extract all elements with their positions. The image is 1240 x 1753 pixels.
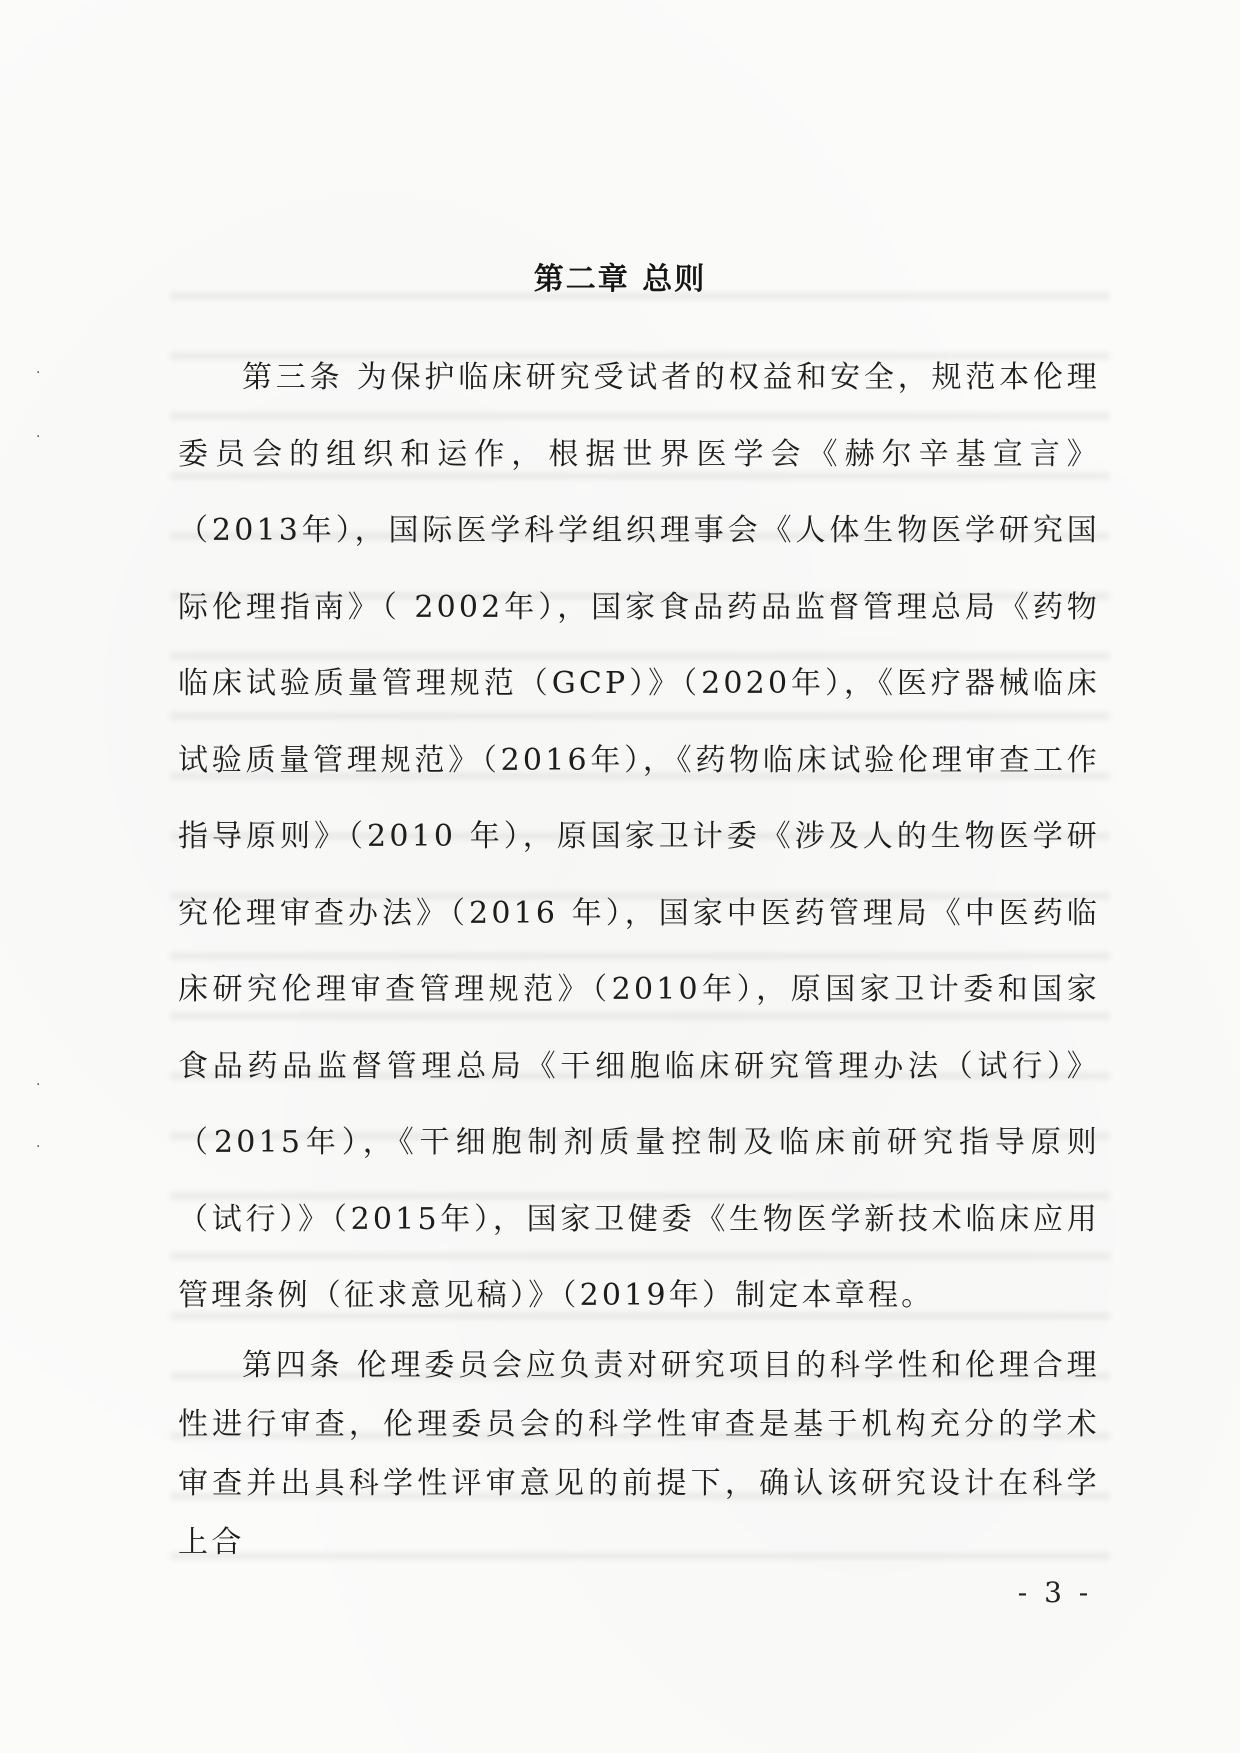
scan-speck: · [36,429,41,445]
article-4-text: 伦理委员会应负责对研究项目的科学性和伦理合理性进行审查，伦理委员会的科学性审查是基于机构充分的学术审查并出具科学性评审意见的前提下，确认该研究设计在科学上合 [178,1348,1100,1560]
article-4-label: 第四条 [242,1348,344,1383]
page-number: - 3 - [1017,1576,1093,1609]
scan-speck: · [36,1139,41,1155]
scan-speck: · [36,1077,41,1093]
chapter-title: 第二章 总则 [533,262,707,297]
article-3-label: 第三条 [242,360,344,395]
article-3-text: 为保护临床研究受试者的权益和安全，规范本伦理委员会的组织和运作，根据世界医学会《赫尔辛基宣言》（2013年），国际医学科学组织理事会《人体生物医学研究国际伦理指南》（ 2002年），国家食品药品监督管理总局《药物临床试验质量管理规范（GCP）》（2020年），《医疗器械临床试验质量管理规范》（2016年），《药物临床试验伦理审查工作指导原则》（2010 年），原国家卫计委《涉及人的生物医学研究伦理审查办法》（2016 年），国家中医药管理局《中医药临床研究伦理审查管理规范》（2010年），原国家卫计委和国家食品药品监督管理总局《干细胞临床研究管理办法（试行）》（2015年），《干细胞制剂质量控制及临床前研究指导原则（试行）》（2015年），国家卫健委《生物医学新技术临床应用管理条例（征求意见稿）》（2019年）制定本章程。 [178,360,1100,1313]
scan-speck: · [36,365,41,381]
article-3-paragraph [178,340,1100,1335]
article-4-paragraph [178,1336,1100,1572]
